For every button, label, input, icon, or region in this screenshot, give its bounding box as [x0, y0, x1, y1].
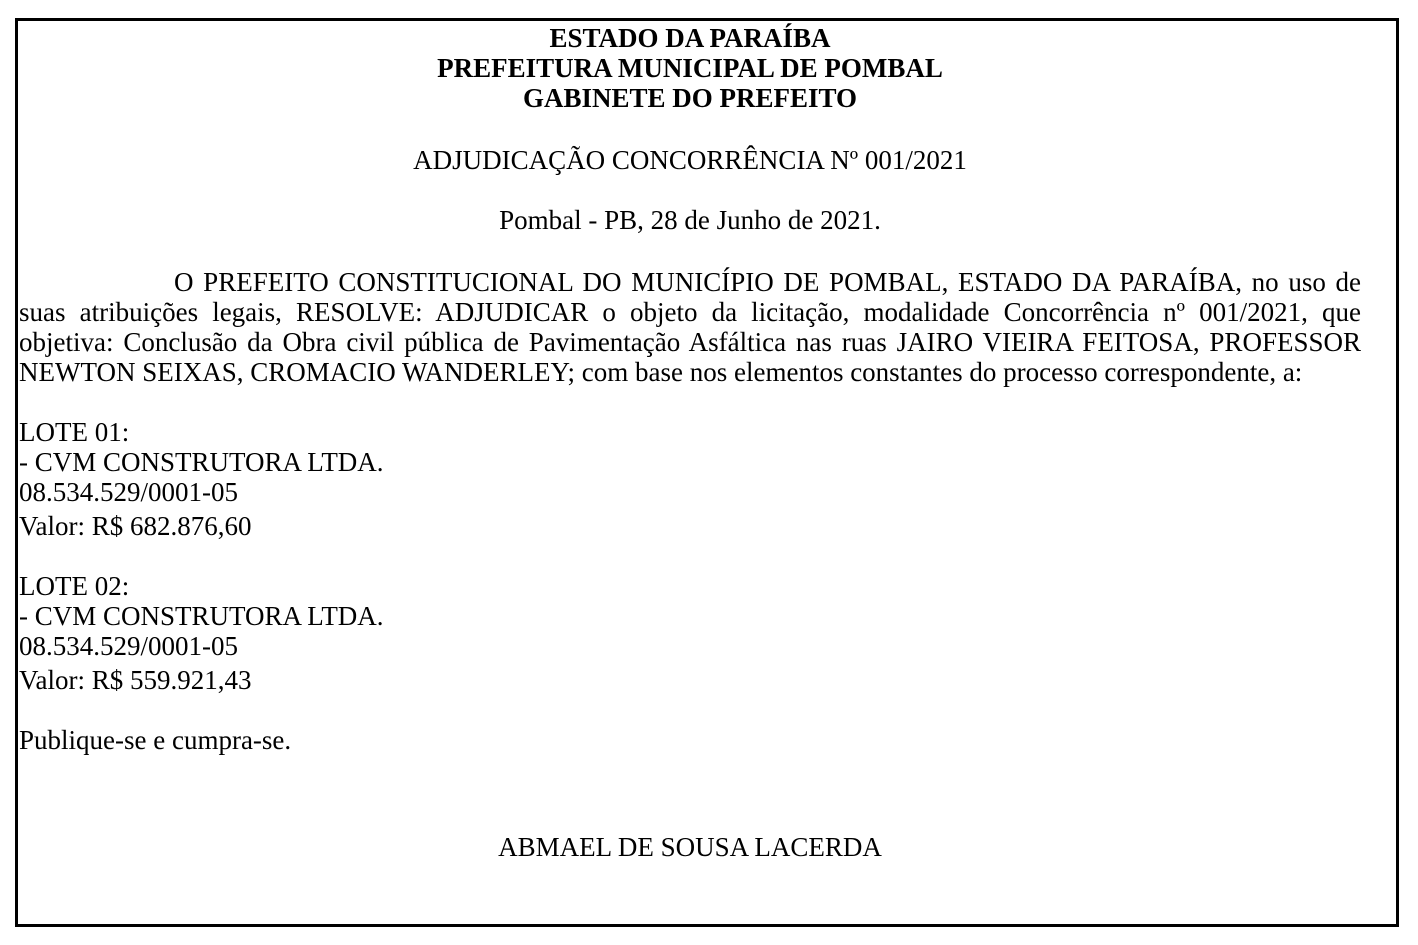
document-header: [19, 23, 1361, 113]
lot-company: - CVM CONSTRUTORA LTDA.: [19, 447, 384, 477]
signature-name: ABMAEL DE SOUSA LACERDA: [498, 832, 882, 862]
document-date: Pombal - PB, 28 de Junho de 2021.: [499, 205, 881, 235]
document-content: [19, 23, 1361, 755]
lot-block: [19, 571, 1361, 695]
document-title: ADJUDICAÇÃO CONCORRÊNCIA Nº 001/2021: [413, 145, 967, 175]
lot-block: [19, 417, 1361, 541]
header-office: GABINETE DO PREFEITO: [522, 83, 858, 113]
lot-value: Valor: R$ 559.921,43: [19, 665, 252, 695]
lot-cnpj: 08.534.529/0001-05: [19, 477, 238, 507]
header-municipality: PREFEITURA MUNICIPAL DE POMBAL: [437, 53, 943, 83]
document-body: O PREFEITO CONSTITUCIONAL DO MUNICÍPIO DE POMBAL, ESTADO DA PARAÍBA, no uso de suas atribuições legais, RESOLVE: ADJUDICAR o objeto da licitação, modalidade Concorrência nº 001/2021, que objetiva: Conclusão da Obra civil pública de Pavimentação Asfáltica nas ruas JAIRO VIEIRA FEITOSA, PROFESSOR NEWTON SEIXAS, CROMACIO WANDERLEY; com base nos elementos constantes do processo correspondente, a:: [19, 267, 1361, 387]
lot-label: LOTE 01:: [19, 417, 130, 447]
closing-statement: Publique-se e cumpra-se.: [19, 725, 292, 755]
lot-cnpj: 08.534.529/0001-05: [19, 631, 238, 661]
lot-label: LOTE 02:: [19, 571, 130, 601]
lot-value: Valor: R$ 682.876,60: [19, 511, 252, 541]
lot-company: - CVM CONSTRUTORA LTDA.: [19, 601, 384, 631]
header-state: ESTADO DA PARAÍBA: [549, 23, 831, 53]
